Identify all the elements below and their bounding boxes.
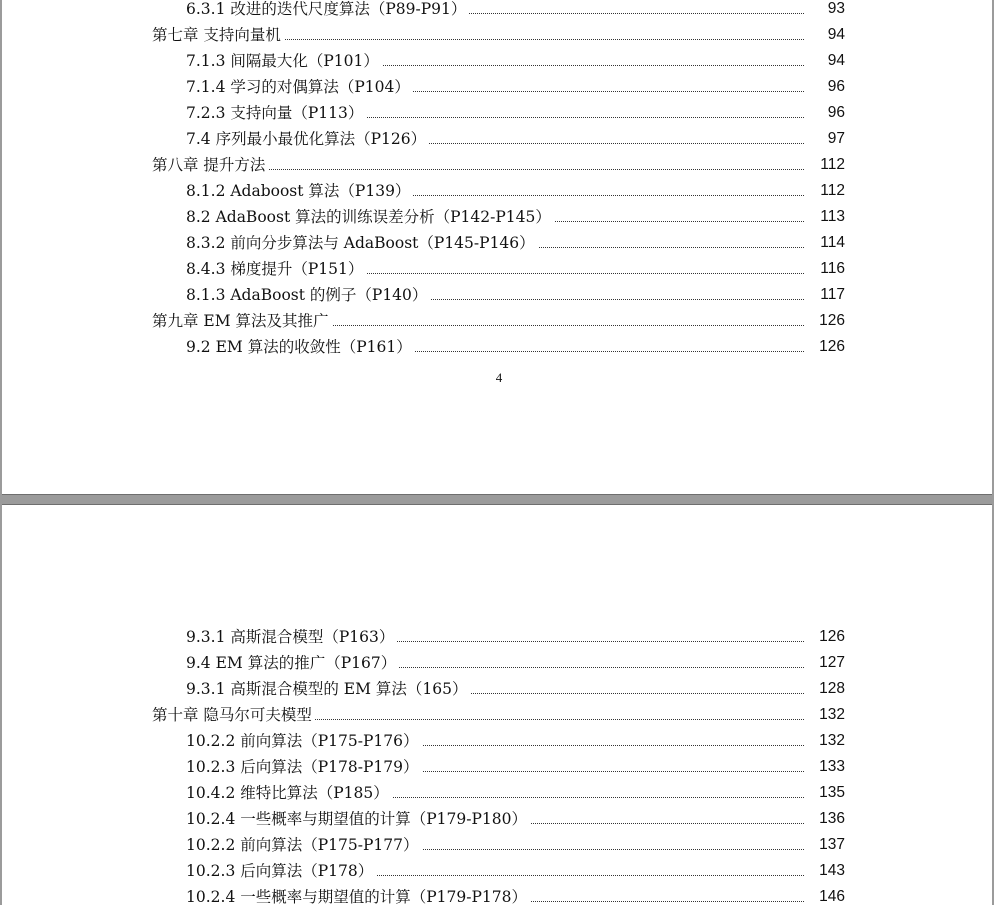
- toc-section-entry[interactable]: [2, 334, 992, 360]
- toc-entry-page: 114: [805, 230, 845, 256]
- toc-entry-page: 127: [805, 650, 845, 676]
- toc-chapter-entry[interactable]: [2, 152, 992, 178]
- table-of-contents: [2, 0, 992, 360]
- toc-entry-title: 10.2.2 前向算法（P175-P176）: [186, 732, 422, 750]
- toc-section-entry[interactable]: [2, 0, 992, 22]
- toc-entry-title: 9.4 EM 算法的推广（P167）: [186, 654, 399, 672]
- toc-section-entry[interactable]: [2, 126, 992, 152]
- toc-entry-title: 10.2.4 一些概率与期望值的计算（P179-P178）: [186, 888, 530, 905]
- toc-section-entry[interactable]: [2, 74, 992, 100]
- toc-entry-title: 第十章 隐马尔可夫模型: [152, 706, 315, 724]
- toc-entry-title: 7.1.4 学习的对偶算法（P104）: [186, 78, 413, 96]
- toc-section-entry[interactable]: [2, 858, 992, 884]
- toc-entry-title: 7.4 序列最小最优化算法（P126）: [186, 130, 429, 148]
- toc-entry-title: 8.4.3 梯度提升（P151）: [186, 260, 366, 278]
- toc-entry-title: 6.3.1 改进的迭代尺度算法（P89-P91）: [186, 0, 469, 18]
- toc-entry-page: 97: [805, 126, 845, 152]
- toc-chapter-entry[interactable]: [2, 22, 992, 48]
- toc-entry-title: 第九章 EM 算法及其推广: [152, 312, 332, 330]
- toc-section-entry[interactable]: [2, 884, 992, 905]
- toc-section-entry[interactable]: [2, 48, 992, 74]
- toc-entry-page: 117: [805, 282, 845, 308]
- toc-entry-title: 7.1.3 间隔最大化（P101）: [186, 52, 382, 70]
- toc-entry-page: 133: [805, 754, 845, 780]
- toc-entry-title: 10.4.2 维特比算法（P185）: [186, 784, 392, 802]
- toc-chapter-entry[interactable]: [2, 702, 992, 728]
- page-number: 4: [495, 370, 503, 385]
- toc-entry-page: 132: [805, 728, 845, 754]
- document-page-5: [2, 504, 992, 905]
- toc-section-entry[interactable]: [2, 832, 992, 858]
- toc-entry-title: 10.2.4 一些概率与期望值的计算（P179-P180）: [186, 810, 530, 828]
- toc-section-entry[interactable]: [2, 728, 992, 754]
- toc-section-entry[interactable]: [2, 806, 992, 832]
- toc-entry-page: 136: [805, 806, 845, 832]
- toc-entry-title: 8.3.2 前向分步算法与 AdaBoost（P145-P146）: [186, 234, 538, 252]
- toc-section-entry[interactable]: [2, 650, 992, 676]
- toc-section-entry[interactable]: [2, 624, 992, 650]
- toc-section-entry[interactable]: [2, 178, 992, 204]
- toc-entry-page: 94: [805, 48, 845, 74]
- toc-entry-page: 126: [805, 624, 845, 650]
- toc-entry-title: 8.2 AdaBoost 算法的训练误差分析（P142-P145）: [186, 208, 554, 226]
- toc-entry-page: 135: [805, 780, 845, 806]
- toc-section-entry[interactable]: [2, 204, 992, 230]
- toc-entry-page: 126: [805, 334, 845, 360]
- toc-section-entry[interactable]: [2, 100, 992, 126]
- toc-entry-title: 第七章 支持向量机: [152, 26, 284, 44]
- table-of-contents: [2, 624, 992, 905]
- toc-entry-page: 128: [805, 676, 845, 702]
- toc-entry-page: 112: [805, 152, 845, 178]
- toc-entry-page: 94: [805, 22, 845, 48]
- toc-entry-page: 96: [805, 100, 845, 126]
- toc-entry-title: 10.2.3 后向算法（P178）: [186, 862, 376, 880]
- toc-entry-page: 116: [805, 256, 845, 282]
- toc-entry-title: 10.2.3 后向算法（P178-P179）: [186, 758, 422, 776]
- toc-entry-page: 93: [805, 0, 845, 22]
- toc-section-entry[interactable]: [2, 282, 992, 308]
- toc-entry-page: 96: [805, 74, 845, 100]
- toc-entry-page: 137: [805, 832, 845, 858]
- toc-entry-title: 10.2.2 前向算法（P175-P177）: [186, 836, 422, 854]
- toc-chapter-entry[interactable]: [2, 308, 992, 334]
- toc-entry-page: 146: [805, 884, 845, 905]
- toc-entry-page: 126: [805, 308, 845, 334]
- toc-entry-page: 132: [805, 702, 845, 728]
- toc-entry-page: 113: [805, 204, 845, 230]
- toc-section-entry[interactable]: [2, 780, 992, 806]
- toc-entry-title: 7.2.3 支持向量（P113）: [186, 104, 366, 122]
- toc-entry-title: 8.1.2 Adaboost 算法（P139）: [186, 182, 413, 200]
- document-page-4: [2, 0, 992, 495]
- toc-entry-title: 第八章 提升方法: [152, 156, 268, 174]
- toc-entry-page: 112: [805, 178, 845, 204]
- toc-section-entry[interactable]: [2, 754, 992, 780]
- toc-entry-page: 143: [805, 858, 845, 884]
- toc-entry-title: 9.3.1 高斯混合模型（P163）: [186, 628, 397, 646]
- toc-entry-title: 8.1.3 AdaBoost 的例子（P140）: [186, 286, 430, 304]
- toc-entry-title: 9.2 EM 算法的收敛性（P161）: [186, 338, 415, 356]
- toc-section-entry[interactable]: [2, 676, 992, 702]
- toc-section-entry[interactable]: [2, 256, 992, 282]
- toc-entry-title: 9.3.1 高斯混合模型的 EM 算法（165）: [186, 680, 471, 698]
- toc-section-entry[interactable]: [2, 230, 992, 256]
